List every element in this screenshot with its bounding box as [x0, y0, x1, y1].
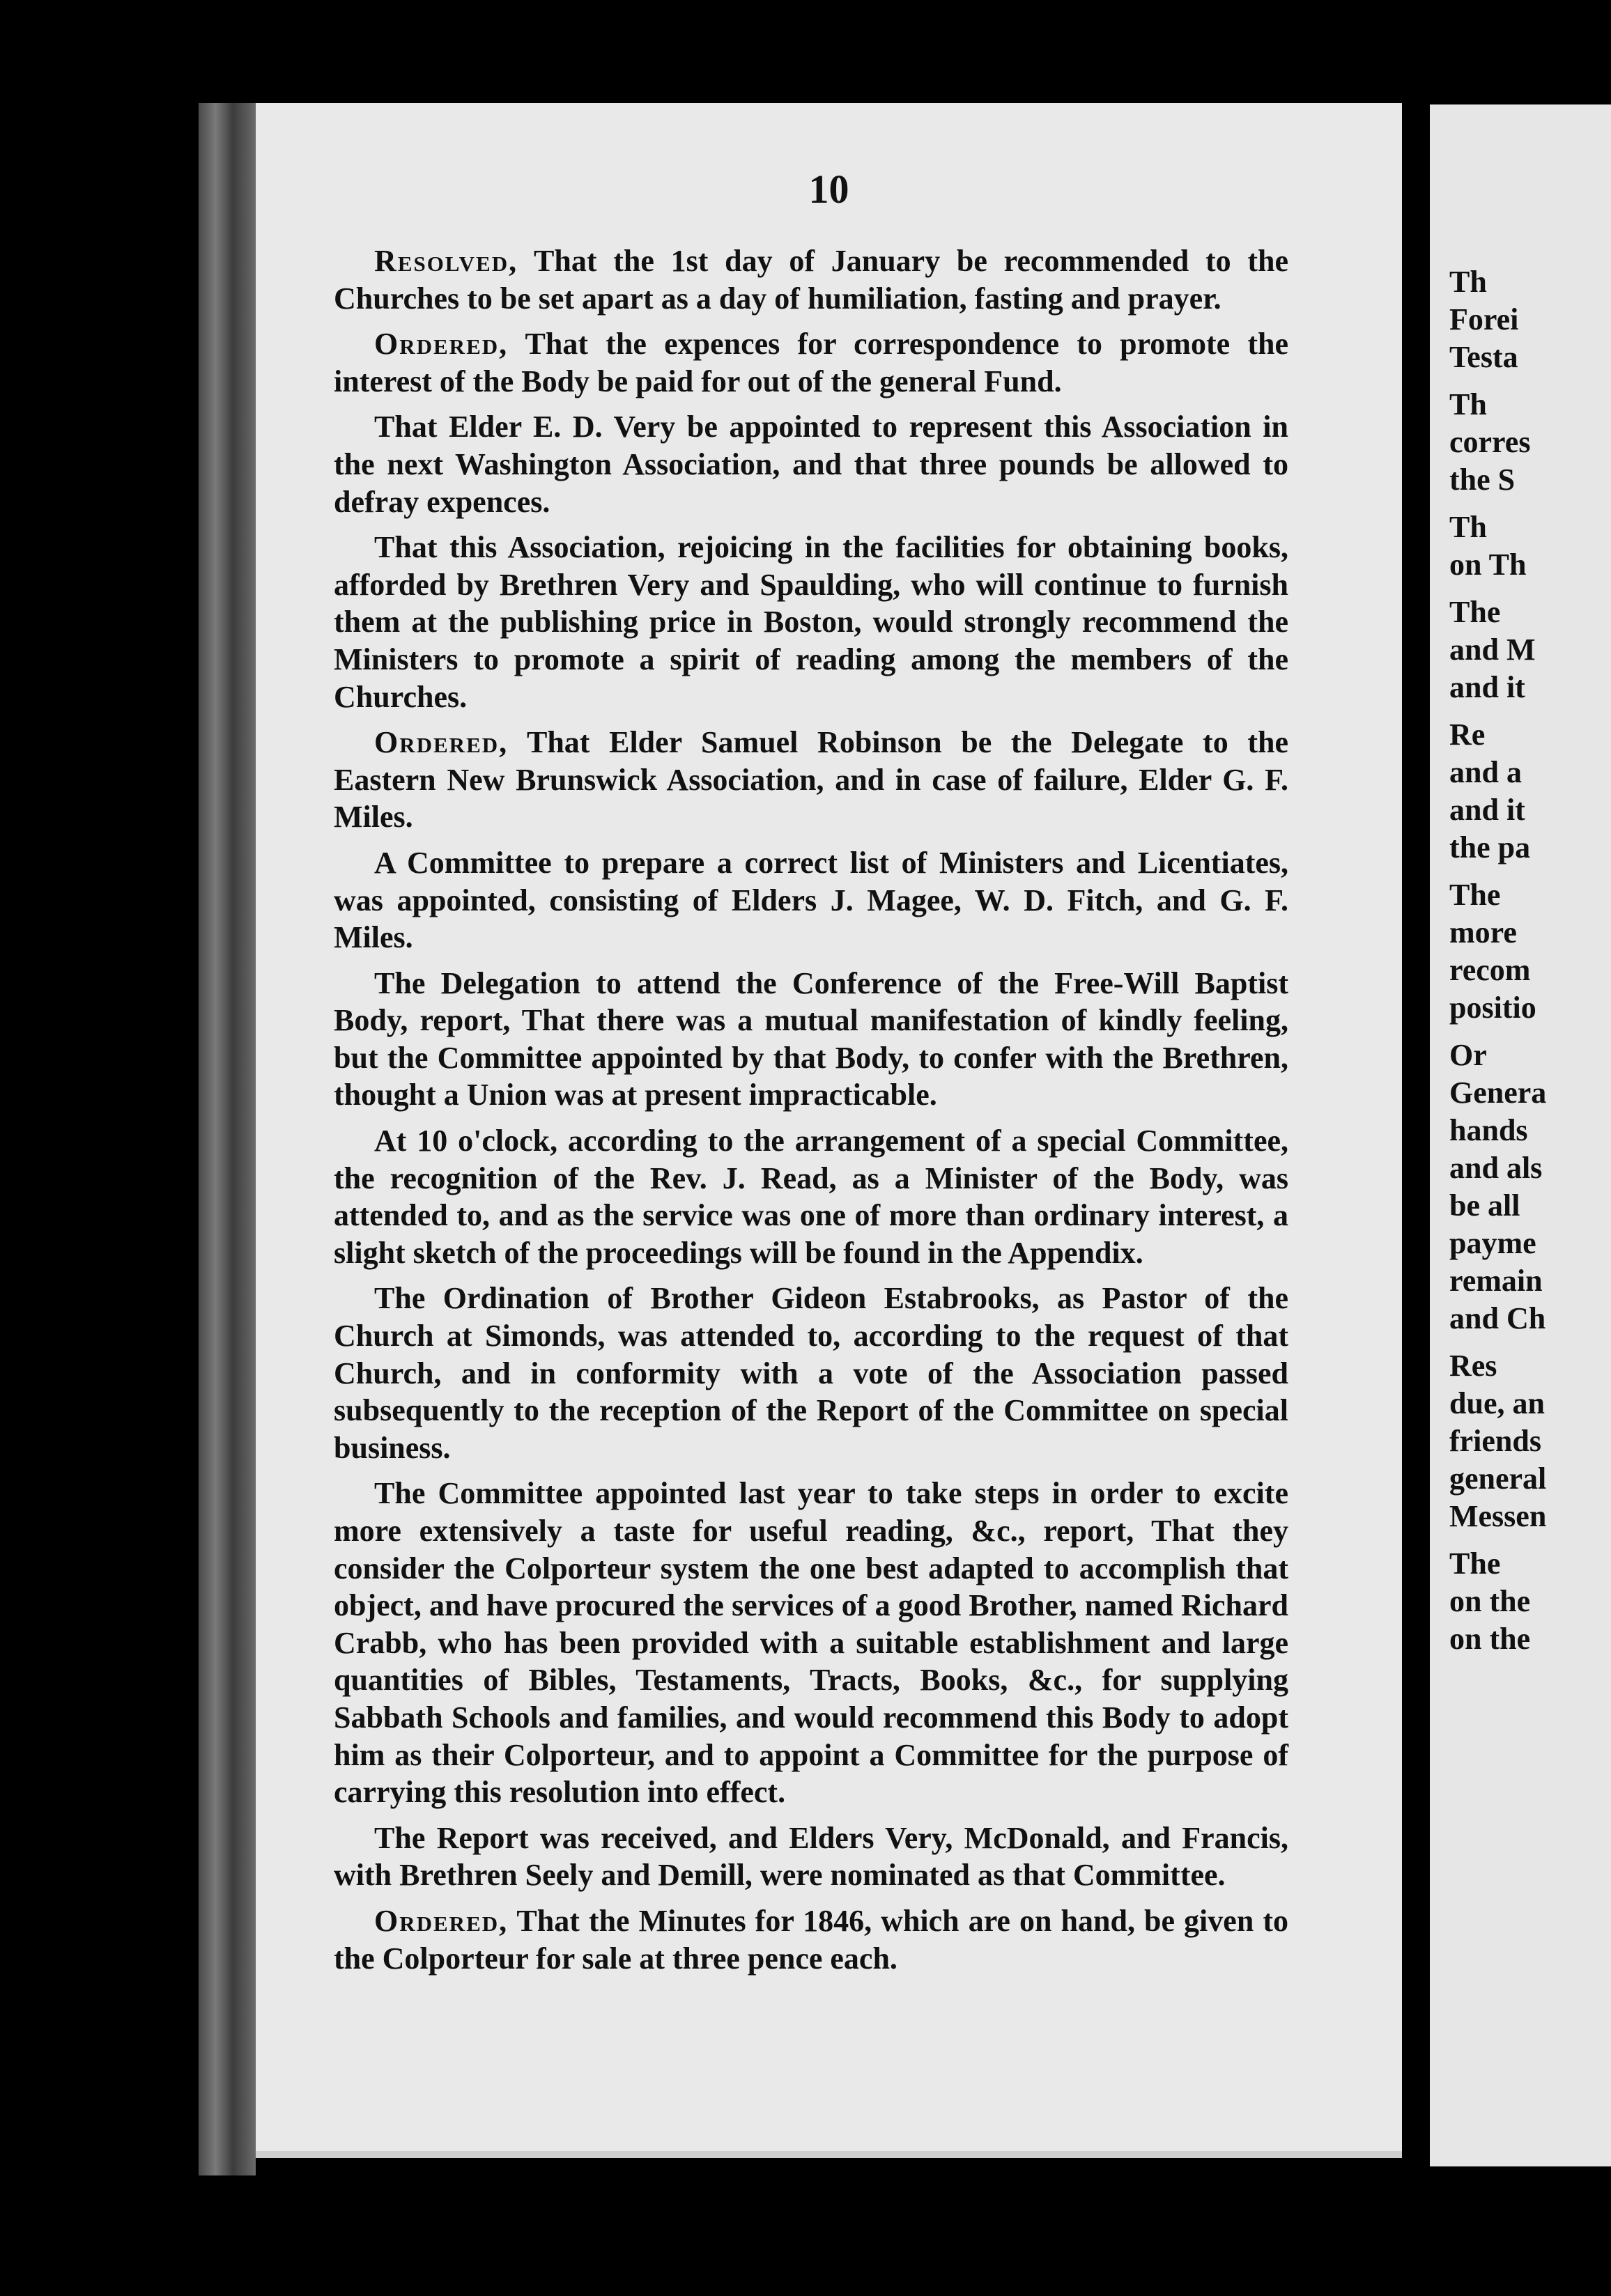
right-page-line: and Ch — [1449, 1301, 1546, 1335]
paragraph — [334, 844, 1288, 956]
right-page-text — [1449, 263, 1546, 1658]
right-page-line: Re — [1449, 718, 1486, 752]
right-page-line: more — [1449, 915, 1517, 949]
paragraph-text: A Committee to prepare a correct list of Ministers and Licentiates, was appointed, consisting of Elders J. Magee, W. D. Fitch, and G. F. Miles. — [334, 845, 1288, 955]
right-page-line: be all — [1449, 1188, 1520, 1223]
right-page-line: and a — [1449, 755, 1522, 789]
paragraph-text: That Elder Samuel Robinson be the Delegate to the Eastern New Brunswick Association, and in case of failure, Elder G. F. Miles. — [334, 725, 1288, 835]
right-page-line: and it — [1449, 670, 1525, 704]
right-page-line: hands — [1449, 1113, 1528, 1147]
paragraph — [334, 1122, 1288, 1271]
paragraph — [334, 325, 1288, 400]
paragraph — [334, 242, 1288, 317]
paragraph-text: The Committee appointed last year to take steps in order to excite more extensively a taste for useful reading, &c., report, That they consider the Colporteur system the one best adapted to accomplish that object, and have procured the services of a good Brother, named Richard Crabb, who has been provided with a suitable establishment and large quantities of Bibles, Testaments, Tracts, Books, &c., for supplying Sabbath Schools and families, and would recommend this Body to adopt him as their Colporteur, and to appoint a Committee for the purpose of carrying this resolution into effect. — [334, 1476, 1288, 1810]
right-page-line: general — [1449, 1461, 1547, 1496]
right-page-line: on the — [1449, 1584, 1531, 1618]
paragraph — [334, 1280, 1288, 1466]
paragraph — [334, 529, 1288, 715]
paragraph-text: The Report was received, and Elders Very, McDonald, and Francis, with Brethren Seely and Demill, were nominated as that Committee. — [334, 1820, 1288, 1893]
left-page — [256, 103, 1402, 2158]
right-page-line: The — [1449, 595, 1501, 629]
paragraph-lead: Ordered, — [374, 1903, 509, 1938]
paragraph-text: That the Minutes for 1846, which are on hand, be given to the Colporteur for sale at three pence each. — [334, 1903, 1288, 1976]
paragraph — [334, 408, 1288, 520]
right-page-line: payme — [1449, 1226, 1536, 1260]
paragraph — [334, 724, 1288, 836]
paragraph-text: That Elder E. D. Very be appointed to represent this Association in the next Washington Association, and that three pounds be allowed to defray expences. — [334, 410, 1288, 519]
right-page-line: Res — [1449, 1349, 1497, 1383]
body-text — [334, 242, 1288, 1985]
right-page-line: Th — [1449, 510, 1487, 544]
paragraph — [334, 1820, 1288, 1894]
paragraph-text: That this Association, rejoicing in the facilities for obtaining books, afforded by Brethren Very and Spaulding, who will continue to furnish them at the publishing price in Boston, would strongly recommend the Ministers to promote a spirit of reading among the members of the Churches. — [334, 530, 1288, 714]
paragraph — [334, 1475, 1288, 1810]
paragraph — [334, 1902, 1288, 1977]
right-page-line: Forei — [1449, 302, 1519, 336]
right-page-line: Genera — [1449, 1076, 1547, 1110]
right-page-line: positio — [1449, 991, 1536, 1025]
paragraph — [334, 965, 1288, 1114]
right-page-line: on Th — [1449, 548, 1527, 582]
right-page-line: friends — [1449, 1424, 1541, 1458]
paragraph-text: At 10 o'clock, according to the arrangement of a special Committee, the recognition of the Rev. J. Read, as a Minister of the Body, was attended to, and as the service was one of more than ordinary interest, a slight sketch of the proceedings will be found in the Appendix. — [334, 1124, 1288, 1270]
right-page-line: Testa — [1449, 340, 1518, 374]
right-page-line: the S — [1449, 463, 1516, 497]
right-page-line: and M — [1449, 633, 1536, 667]
paragraph-lead: Resolved, — [374, 244, 518, 278]
paragraph-lead: Ordered, — [374, 725, 509, 760]
paragraph-text: That the 1st day of January be recommended to the Churches to be set apart as a day of humiliation, fasting and prayer. — [334, 244, 1288, 316]
right-page-line: due, an — [1449, 1386, 1545, 1420]
page-number: 10 — [808, 166, 849, 212]
right-page-line: recom — [1449, 953, 1531, 987]
paragraph-text: That the expences for correspondence to promote the interest of the Body be paid for out of the general Fund. — [334, 327, 1288, 398]
right-page-line: Or — [1449, 1038, 1487, 1072]
right-page-line: The — [1449, 1546, 1501, 1581]
right-page-line: Th — [1449, 265, 1487, 299]
right-page-line: and als — [1449, 1151, 1543, 1185]
right-page-line: Th — [1449, 387, 1487, 421]
paragraph-text: The Delegation to attend the Conference of the Free-Will Baptist Body, report, That there was a mutual manifestation of kindly feeling, but the Committee appointed by that Body, to confer with the Brethren, thought a Union was at present impracticable. — [334, 965, 1288, 1112]
book-spine — [199, 103, 256, 2175]
right-page-line: corres — [1449, 425, 1531, 459]
right-page-line: the pa — [1449, 830, 1531, 864]
right-page-line: The — [1449, 878, 1501, 912]
right-page-line: and it — [1449, 793, 1525, 827]
right-page-line: Messen — [1449, 1499, 1547, 1533]
paragraph-text: The Ordination of Brother Gideon Estabrooks, as Pastor of the Church at Simonds, was attended to, according to the request of that Church, and in conformity with a vote of the Association passed subsequently to the reception of the Report of the Committee on special business. — [334, 1281, 1288, 1465]
right-page-line: remain — [1449, 1264, 1543, 1298]
right-page-line: on the — [1449, 1622, 1531, 1656]
right-page — [1430, 104, 1611, 2166]
paragraph-lead: Ordered, — [374, 327, 509, 362]
